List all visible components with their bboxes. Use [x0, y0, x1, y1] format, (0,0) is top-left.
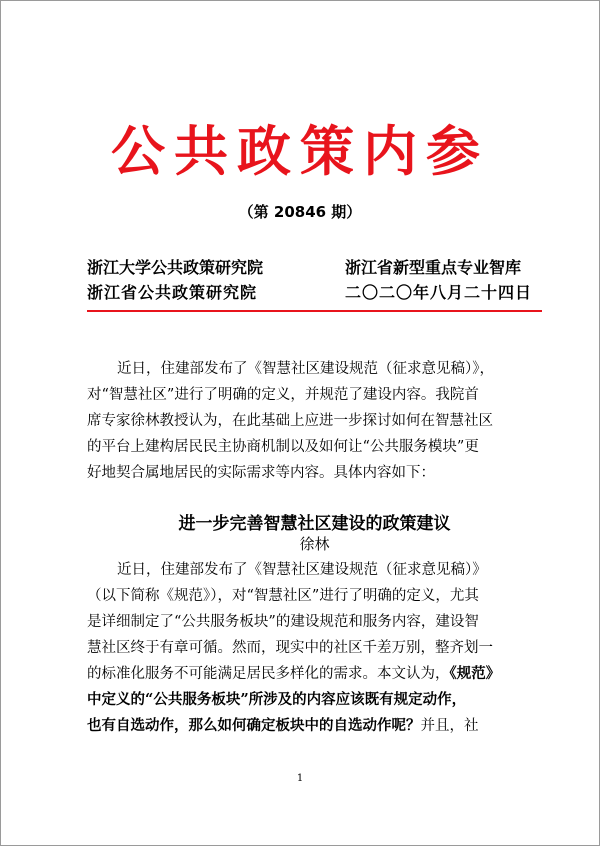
org-right-line-1: 浙江省新型重点专业智库: [345, 258, 522, 277]
body-line-text: 并且，社: [420, 718, 479, 734]
body-line: [87, 713, 542, 739]
intro-line: 对“智慧社区”进行了明确的定义，并规范了建设内容。我院首: [87, 387, 479, 403]
intro-line: 好地契合属地居民的实际需求等内容。具体内容如下：: [87, 465, 435, 481]
issue-number: （第 20846 期）: [238, 203, 362, 221]
org-left-line-2: 浙江省公共政策研究院: [87, 283, 258, 302]
body-line: 慧社区终于有章可循。然而，现实中的社区千差万别，整齐划一: [87, 640, 493, 656]
masthead-title: 公共政策内参: [111, 119, 489, 183]
page-number: 1: [296, 773, 304, 784]
body-line: [87, 687, 542, 713]
body-line: [87, 661, 542, 687]
header-divider: [87, 310, 542, 312]
article-author: 徐林: [299, 535, 330, 553]
body-line: 近日，住建部发布了《智慧社区建设规范（征求意见稿）》: [117, 562, 487, 578]
body-line: 是详细制定了“公共服务板块”的建设规范和服务内容，建设智: [87, 614, 479, 630]
body-line-text: 的标准化服务不可能满足居民多样化的需求。本文认为，: [87, 666, 450, 682]
article-body: [87, 557, 542, 739]
body-line-bold: 《规范》: [449, 665, 501, 682]
body-line-bold: 中定义的“公共服务板块”所涉及的内容应该既有规定动作，: [87, 691, 467, 708]
intro-line: 席专家徐林教授认为，在此基础上应进一步探讨如何在智慧社区: [87, 413, 493, 429]
article-title: 进一步完善智慧社区建设的政策建议: [178, 514, 451, 534]
org-left-line-1: 浙江大学公共政策研究院: [87, 258, 264, 277]
org-right-line-2: 二〇二〇年八月二十四日: [345, 283, 533, 302]
body-line: （以下简称《规范》），对“智慧社区”进行了明确的定义，尤其: [87, 588, 479, 604]
body-line-bold: 也有自选动作，那么如何确定板块中的自选动作呢？: [87, 717, 421, 734]
intro-line: 的平台上建构居民民主协商机制以及如何让“公共服务模块”更: [87, 439, 479, 455]
intro-line: 近日，住建部发布了《智慧社区建设规范（征求意见稿）》，: [117, 361, 494, 377]
intro-paragraph: [87, 356, 542, 486]
